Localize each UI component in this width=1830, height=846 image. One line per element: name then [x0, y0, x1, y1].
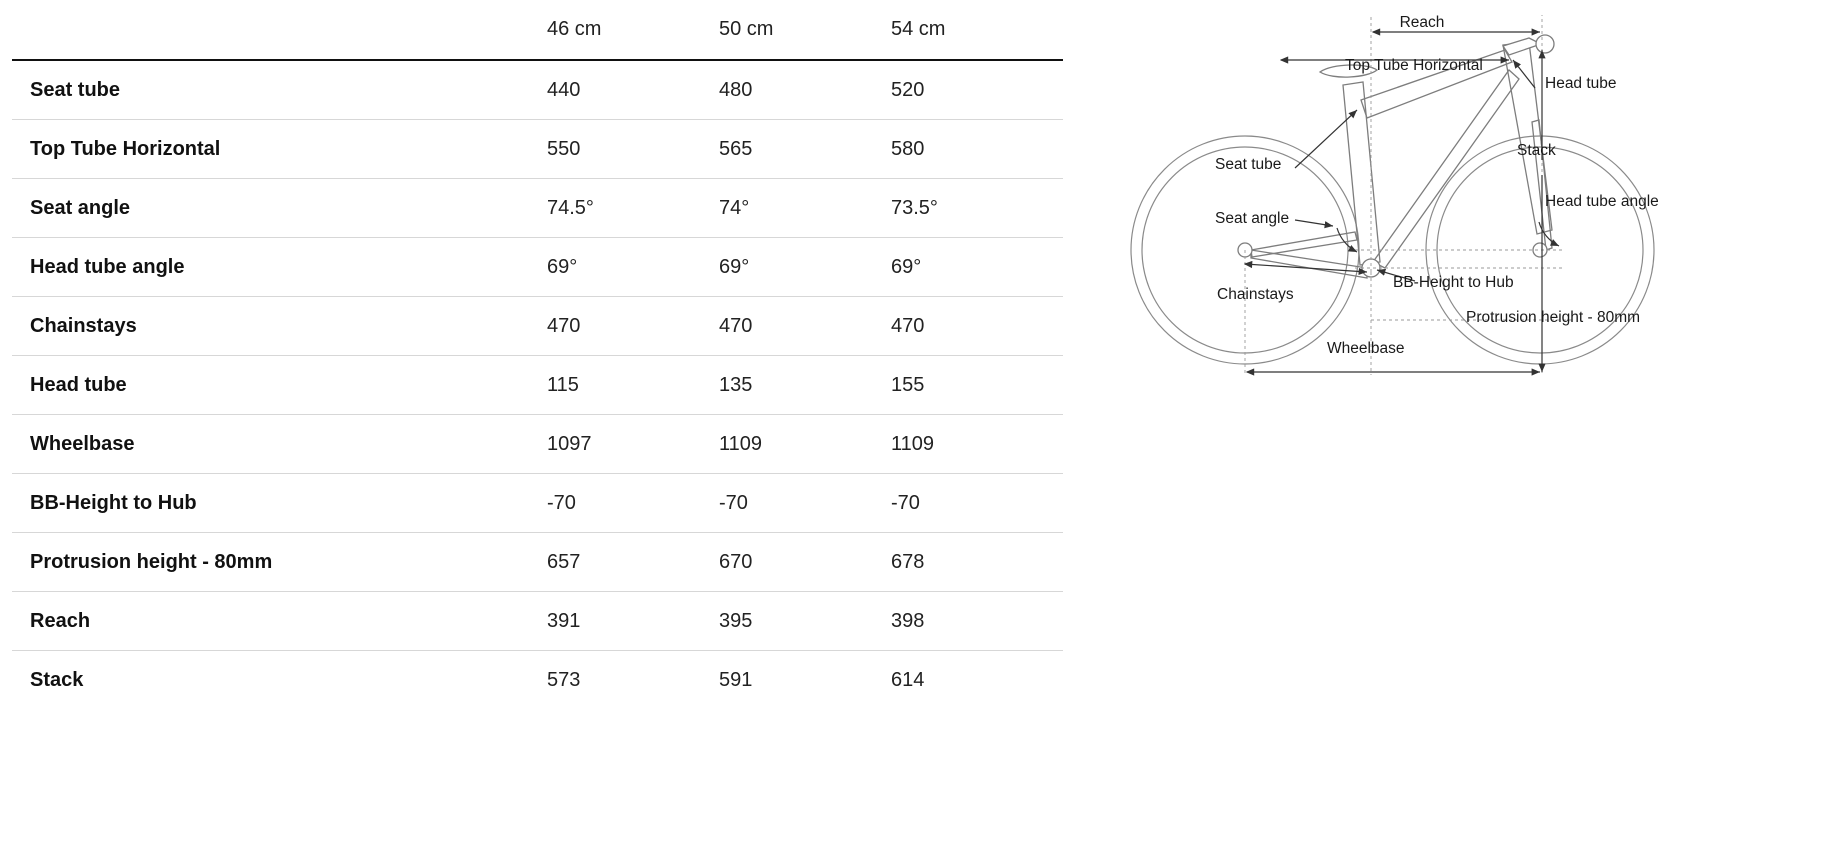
label-stack: Stack: [1517, 142, 1556, 159]
row-label-stack: Stack: [30, 669, 84, 691]
table-row: [12, 651, 1063, 710]
label-seat-angle: Seat angle: [1215, 210, 1290, 227]
cell-head-tube-angle-50: 69°: [719, 238, 891, 297]
label-chainstays: Chainstays: [1217, 286, 1294, 303]
cell-head-tube-54: 155: [891, 356, 1063, 415]
row-label-head-tube: Head tube: [12, 356, 547, 415]
label-top-tube-horizontal: Top Tube Horizontal: [1345, 57, 1483, 74]
cell-chainstays-50: 470: [719, 297, 891, 356]
label-head-tube: Head tube: [1545, 75, 1617, 92]
cell-bb-height-to-hub-50: -70: [719, 474, 891, 533]
geometry-table-container: [12, 18, 1062, 709]
bike-geometry-diagram: [1105, 0, 1805, 460]
cell-seat-tube-46: 440: [547, 60, 719, 120]
row-label-head-tube-angle: Head tube angle: [12, 238, 547, 297]
row-label-wheelbase: Wheelbase: [12, 415, 547, 474]
row-label-protrusion-height: Protrusion height - 80mm: [12, 533, 547, 592]
table-header-row: [12, 18, 1063, 60]
column-header-54cm: 54 cm: [891, 18, 946, 40]
table-row: [12, 120, 1063, 179]
geometry-table: [12, 18, 1063, 709]
cell-chainstays-46: 470: [547, 297, 719, 356]
cell-protrusion-height-54: 678: [891, 533, 1063, 592]
label-protrusion-height: Protrusion height - 80mm: [1466, 309, 1641, 326]
label-bb-height-to-hub: BB-Height to Hub: [1393, 274, 1514, 291]
table-row: [12, 356, 1063, 415]
cell-stack-46: 573: [547, 669, 581, 691]
table-row: [12, 592, 1063, 651]
table-row: [12, 474, 1063, 533]
cell-seat-angle-50: 74°: [719, 179, 891, 238]
label-seat-tube: Seat tube: [1215, 156, 1282, 173]
row-label-top-tube-horizontal: Top Tube Horizontal: [12, 120, 547, 179]
cell-top-tube-horizontal-54: 580: [891, 120, 1063, 179]
column-header-50cm: 50 cm: [719, 18, 774, 40]
cell-head-tube-50: 135: [719, 356, 891, 415]
table-row: [12, 238, 1063, 297]
row-label-reach: Reach: [12, 592, 547, 651]
cell-stack-54: 614: [891, 669, 925, 691]
cell-reach-50: 395: [719, 592, 891, 651]
row-label-seat-angle: Seat angle: [12, 179, 547, 238]
cell-stack-50: 591: [719, 669, 753, 691]
cell-bb-height-to-hub-46: -70: [547, 474, 719, 533]
label-reach: Reach: [1399, 14, 1445, 31]
row-label-chainstays: Chainstays: [12, 297, 547, 356]
column-header-46cm: 46 cm: [547, 18, 602, 40]
cell-wheelbase-46: 1097: [547, 415, 719, 474]
row-label-bb-height-to-hub: BB-Height to Hub: [12, 474, 547, 533]
row-label-seat-tube: Seat tube: [12, 60, 547, 120]
cell-chainstays-54: 470: [891, 297, 1063, 356]
cell-top-tube-horizontal-46: 550: [547, 120, 719, 179]
table-row: [12, 179, 1063, 238]
cell-reach-54: 398: [891, 592, 1063, 651]
cell-wheelbase-54: 1109: [891, 415, 1063, 474]
cell-head-tube-46: 115: [547, 356, 719, 415]
cell-seat-tube-54: 520: [891, 60, 1063, 120]
cell-head-tube-angle-54: 69°: [891, 238, 1063, 297]
cell-protrusion-height-46: 657: [547, 533, 719, 592]
table-body: [12, 60, 1063, 709]
cell-seat-angle-54: 73.5°: [891, 179, 1063, 238]
cell-wheelbase-50: 1109: [719, 415, 891, 474]
diagram-label-group: [1215, 14, 1659, 357]
column-header-blank: [12, 18, 547, 60]
table-row: [12, 297, 1063, 356]
label-wheelbase: Wheelbase: [1327, 340, 1405, 357]
table-row: [12, 60, 1063, 120]
label-head-tube-angle: Head tube angle: [1545, 193, 1659, 210]
cell-seat-tube-50: 480: [719, 60, 891, 120]
cell-reach-46: 391: [547, 592, 719, 651]
cell-seat-angle-46: 74.5°: [547, 179, 719, 238]
cell-head-tube-angle-46: 69°: [547, 238, 719, 297]
cell-protrusion-height-50: 670: [719, 533, 891, 592]
table-header: [12, 18, 1063, 60]
table-row: [12, 533, 1063, 592]
cell-bb-height-to-hub-54: -70: [891, 474, 1063, 533]
table-row: [12, 415, 1063, 474]
cell-top-tube-horizontal-50: 565: [719, 120, 891, 179]
